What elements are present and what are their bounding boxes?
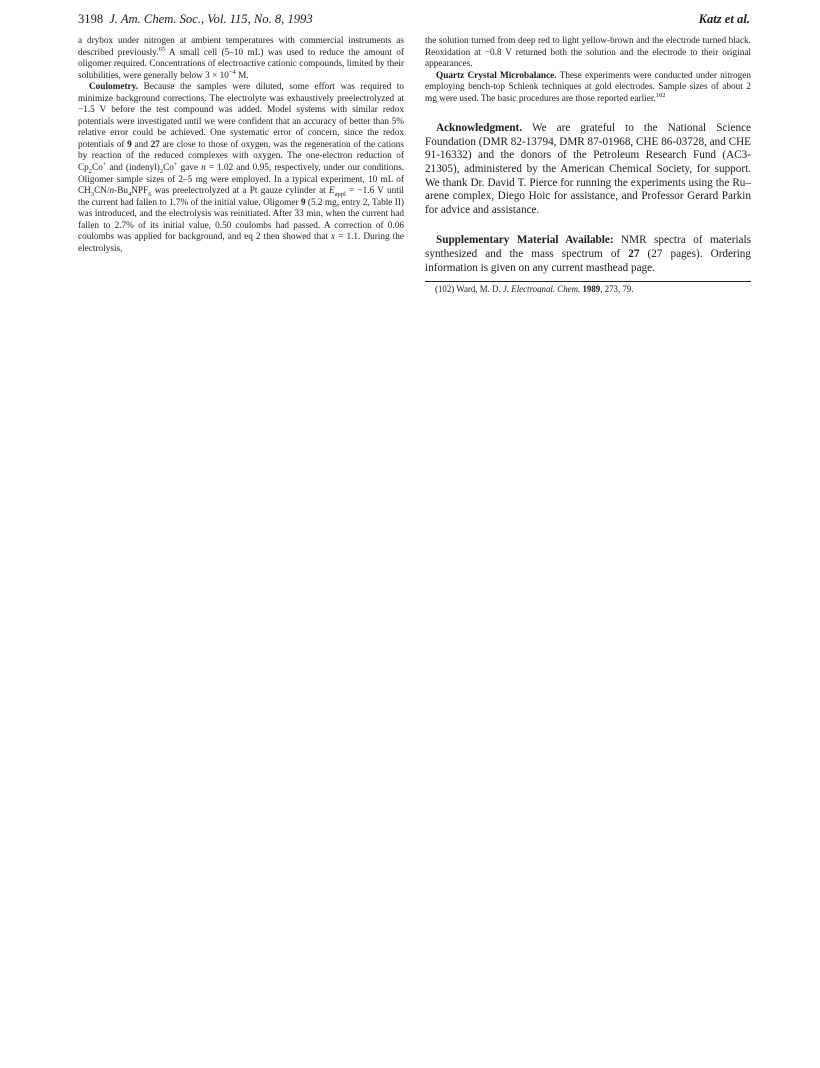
- experimental-paragraph: a drybox under nitrogen at ambient temperatures with commercial instruments as described previously.$^{65}$ A small cell (5–10 mL) was used to reduce the amount of oligomer required. Concentrations of electroactive cationic compounds, limited by their solubilities, were generally below $3 \times 10^{-4}$ M.: [78, 36, 404, 81]
- qcm-heading: Quartz Crystal Microbalance.: [436, 70, 557, 81]
- footnote-reference: (102) Ward, M. D. J. Electroanal. Chem. 1989, 273, 79.: [435, 284, 634, 295]
- left-column: [78, 36, 404, 255]
- page-number: 3198: [78, 12, 104, 26]
- acknowledgment-paragraph: Acknowledgment. We are grateful to the National Science Foundation (DMR 82-13794, DMR 87-01968, CHE 86-03728, and CHE 91-16332) and the donors of the Petroleum Research Fund (AC3-21305), administered by the American Chemical Society, for support. We thank Dr. David T. Pierce for running the experiments using the Ru–arene complex, Diego Hoic for assistance, and Professor Gerard Parkin for advice and assistance.: [425, 122, 751, 216]
- compound-number: 27: [628, 248, 640, 261]
- supplementary-paragraph: Supplementary Material Available: NMR spectra of materials synthesized and the mass spectrum of 27 (27 pages). Ordering information is given on any current masthead page.: [425, 234, 751, 274]
- qcm-paragraph: Quartz Crystal Microbalance. These experiments were conducted under nitrogen employing bench-top Schlenk techniques at gold electrodes. Sample sizes of about 2 mg were used. The basic procedures are those reported earlier.$^{102}$: [425, 70, 751, 104]
- footnote-divider: [425, 281, 751, 282]
- journal-citation: [78, 12, 313, 27]
- right-column: [425, 36, 751, 295]
- continued-paragraph: the solution turned from deep red to light yellow-brown and the electrode turned black. Reoxidation at −0.8 V returned both the solution and the electrode to their original appearances.: [425, 36, 751, 70]
- supplementary-heading: Supplementary Material Available:: [436, 234, 614, 247]
- coulometry-paragraph: Coulometry. Because the samples were diluted, some effort was required to minimize background corrections. The electrolyte was exhaustively preelectrolyzed at −1.5 V before the test compound was added. Model systems with similar redox potentials were investigated until we were confident that an accuracy of better than 5% relative error could be achieved. One systematic error of concern, since the redox potentials of 9 and 27 are close to those of oxygen, was the regeneration of the cations by reaction of the reduced complexes with oxygen. The one-electron reduction of $Cp_2Co^+$ and $(indenyl)_2Co^+$ gave n = 1.02 and 0.95, respectively, under our conditions. Oligomer sample sizes of 2–5 mg were employed. In a typical experiment, 10 mL of $CH_3CN/n-Bu_4NPF_6$ was preelectrolyzed at a Pt gauze cylinder at $E_{appl} = -1.6$ V until the current had fallen to 1.7% of the initial value. Oligomer 9 (5.2 mg, entry 2, Table II) was introduced, and the electrolysis was reinitiated. After 33 min, when the current had fallen to 2.7% of its initial value, 0.50 coulombs had passed. A correction of 0.06 coulombs was applied for background, and eq 2 then showed that x = 1.1. During the electrolysis,: [78, 82, 405, 254]
- reference-superscript: 102: [655, 91, 666, 99]
- compound-number: 9: [300, 197, 306, 208]
- compound-number: 9: [127, 139, 132, 150]
- reference-superscript: 65: [158, 45, 166, 53]
- running-author: Katz et al.: [698, 12, 750, 26]
- compound-number: 27: [150, 139, 160, 150]
- acknowledgment-heading: Acknowledgment.: [436, 122, 523, 135]
- coulometry-heading: Coulometry.: [89, 82, 139, 93]
- journal-name: J. Am. Chem. Soc., Vol. 115, No. 8, 1993: [109, 12, 313, 26]
- running-header: [78, 12, 750, 30]
